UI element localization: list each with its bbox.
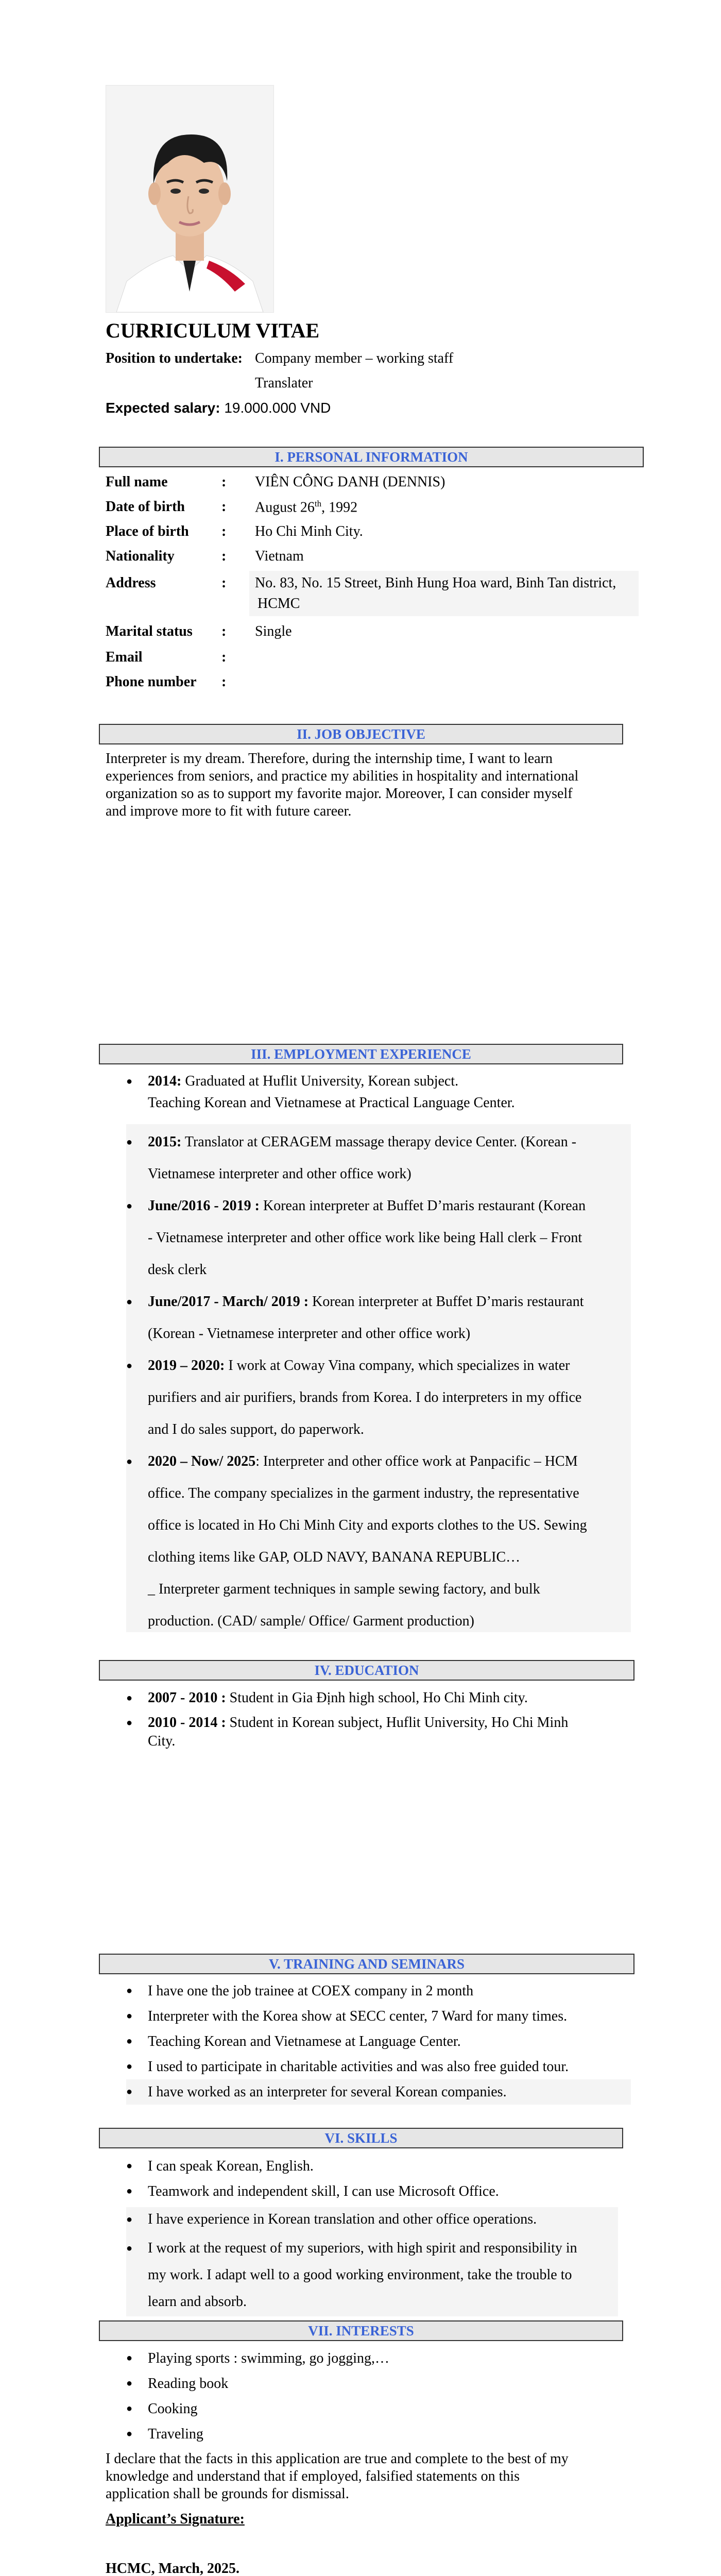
item-text: purifiers and air purifiers, brands from Korea. I do interpreters in my office [148,1389,582,1405]
item-date: 2010 - 2014 : [148,1715,226,1731]
item-text: - Vietnamese interpreter and other office work like being Hall clerk – Front [148,1230,582,1246]
nationality-value: Vietnam [255,548,304,564]
section-employment: III. EMPLOYMENT EXPERIENCE [99,1044,623,1064]
item-text: Teaching Korean and Vietnamese at Practical Language Center. [148,1095,515,1111]
objective-line: experiences from seniors, and practice my abilities in hospitality and international [106,768,579,784]
section-training: V. TRAINING AND SEMINARS [99,1954,634,1974]
phone-label: Phone number [106,674,197,690]
objective-line: and improve more to fit with future career. [106,803,352,819]
list-item: ● Interpreter with the Korea show at SECC center, 7 Ward for many times. [106,2004,631,2029]
position-value: Company member – working staff [255,350,454,366]
declaration-line: knowledge and understand that if employed, falsified statements on this [106,2468,520,2484]
item-text: office. The company specializes in the garment industry, the representative [148,1485,579,1501]
item-text: my work. I adapt well to a good working environment, take the trouble to [148,2267,572,2283]
salary-label-text: Expected salary: [106,400,220,416]
employment-list-shaded [106,1126,631,1637]
position-value-2: Translater [255,375,313,391]
list-item: ● Reading book [106,2371,631,2396]
item-text: clothing items like GAP, OLD NAVY, BANANA REPUBLIC… [148,1549,521,1565]
declaration-line: I declare that the facts in this application are true and complete to the best of my [106,2451,569,2467]
item-date: June/2016 - 2019 : [148,1198,260,1214]
nationality-label: Nationality [106,548,175,564]
dob-suffix: , 1992 [321,499,358,516]
place-date: HCMC, March, 2025. [106,2561,239,2576]
item-text: (Korean - Vietnamese interpreter and other office work) [148,1326,471,1342]
employment-list [106,1071,631,1114]
list-item [106,1714,631,1751]
salary-value: 19.000.000 VND [224,400,331,416]
section-interests: VII. INTERESTS [99,2320,623,2341]
section-skills: VI. SKILLS [99,2128,623,2148]
list-item: ● Traveling [106,2421,631,2447]
colon: : [221,548,227,564]
item-date: 2014: [148,1073,182,1089]
address-label: Address [106,575,156,591]
full-name-label: Full name [106,474,168,490]
pob-label: Place of birth [106,523,189,539]
list-item: ● Cooking [106,2396,631,2421]
colon: : [221,623,227,639]
skills-list-shaded [106,2207,631,2315]
item-text: : Interpreter and other office work at Panpacific – HCM [255,1453,578,1469]
item-text: desk clerk [148,1262,207,1278]
colon: : [221,523,227,539]
declaration-paragraph [106,2450,569,2503]
section-personal-info: I. PERSONAL INFORMATION [99,447,644,467]
colon: : [221,649,227,665]
address-line-2: HCMC [258,596,300,612]
skills-list [106,2154,631,2204]
item-text: Student in Gia Định high school, Ho Chi Minh city. [226,1690,528,1706]
item-text: I work at the request of my superiors, with high spirit and responsibility in [148,2240,577,2256]
full-name-value: VIÊN CÔNG DANH (DENNIS) [255,474,445,490]
list-item: ● I can speak Korean, English. [106,2154,631,2179]
list-item [106,1286,631,1350]
dob-value [255,499,357,516]
objective-line: organization so as to support my favorite major. Moreover, I can consider myself [106,786,573,802]
item-text: Student in Korean subject, Huflit University, Ho Chi Minh [226,1715,569,1731]
colon: : [221,575,227,591]
declaration-line: application shall be grounds for dismissal. [106,2486,349,2502]
item-text: Korean interpreter at Buffet D’maris restaurant (Korean [260,1198,586,1214]
list-item [106,1446,631,1637]
list-item [106,1686,631,1710]
item-date: 2015: [148,1134,182,1150]
item-text: I work at Coway Vina company, which specializes in water [225,1358,570,1374]
list-item: ● I have one the job trainee at COEX company in 2 month [106,1978,631,2004]
signature-label: Applicant’s Signature: [106,2511,245,2527]
list-item [106,2235,631,2315]
marital-label: Marital status [106,623,193,639]
list-item [106,1126,631,1190]
item-text: City. [148,1733,176,1749]
item-text: and I do sales support, do paperwork. [148,1421,364,1437]
dob-label: Date of birth [106,499,185,515]
section-job-objective: II. JOB OBJECTIVE [99,724,623,744]
pob-value: Ho Chi Minh City. [255,523,363,539]
dob-sup: th [314,499,322,509]
colon: : [221,474,227,490]
objective-paragraph [106,750,578,820]
section-education: IV. EDUCATION [99,1660,634,1681]
list-item: ● I used to participate in charitable activities and was also free guided tour. [106,2054,631,2079]
item-text: Translator at CERAGEM massage therapy device Center. (Korean - [181,1134,577,1150]
portrait-photo [106,85,274,313]
item-date: 2020 – Now/ 2025 [148,1453,256,1469]
salary-label [106,399,331,417]
email-label: Email [106,649,143,665]
address-line-1: No. 83, No. 15 Street, Binh Hung Hoa ward, Binh Tan district, [255,575,616,591]
colon: : [221,674,227,690]
list-item: ● Teamwork and independent skill, I can use Microsoft Office. [106,2179,631,2204]
list-item [106,1190,631,1286]
item-text: Korean interpreter at Buffet D’maris restaurant [308,1294,584,1310]
item-date: June/2017 - March/ 2019 : [148,1294,309,1310]
item-text: Graduated at Huflit University, Korean subject. [181,1073,459,1089]
list-item [106,1071,631,1114]
item-date: 2019 – 2020: [148,1358,225,1374]
list-item: ● Playing sports : swimming, go jogging,… [106,2346,631,2371]
education-list [106,1686,631,1751]
item-text: learn and absorb. [148,2294,247,2310]
item-text: Vietnamese interpreter and other office work) [148,1166,411,1182]
item-date: 2007 - 2010 : [148,1690,226,1706]
objective-line: Interpreter is my dream. Therefore, during the internship time, I want to learn [106,751,553,767]
item-text: production. (CAD/ sample/ Office/ Garment production) [148,1613,474,1629]
position-label: Position to undertake: [106,350,243,366]
list-item: ● I have worked as an interpreter for several Korean companies. [126,2079,631,2105]
marital-value: Single [255,623,292,639]
item-text: office is located in Ho Chi Minh City and exports clothes to the US. Sewing [148,1517,587,1533]
list-item [106,1350,631,1446]
training-list [106,1978,631,2105]
item-text: _ Interpreter garment techniques in sample sewing factory, and bulk [148,1581,540,1597]
interests-list [106,2346,631,2447]
colon: : [221,499,227,515]
list-item: ● Teaching Korean and Vietnamese at Language Center. [106,2029,631,2054]
list-item: ● I have experience in Korean translation and other office operations. [106,2207,631,2232]
dob-prefix: August 26 [255,499,315,516]
page-title: CURRICULUM VITAE [106,319,320,342]
